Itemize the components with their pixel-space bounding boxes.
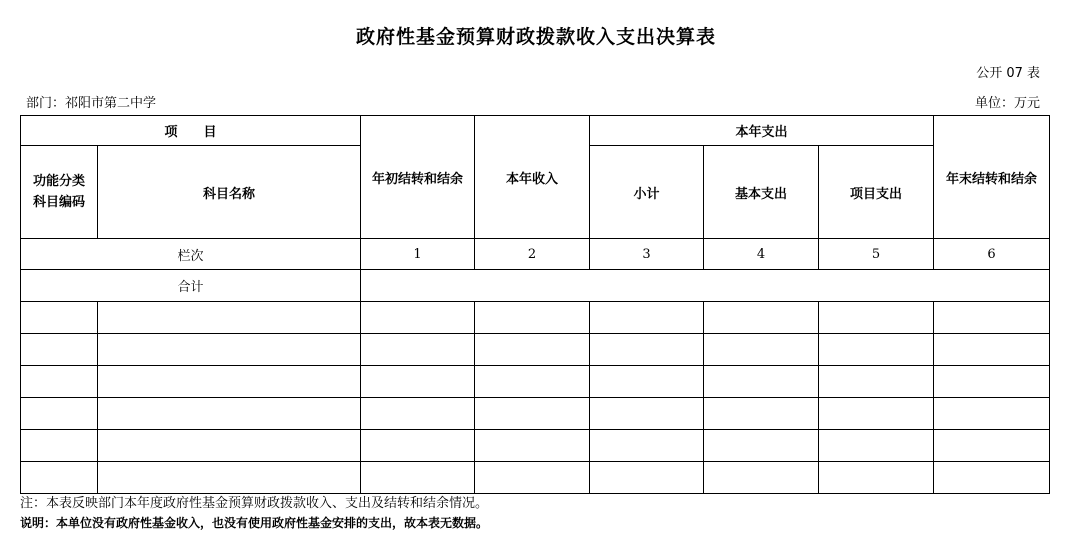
cell (590, 430, 704, 462)
cell (590, 462, 704, 494)
cell (819, 462, 934, 494)
cell (590, 366, 704, 398)
cell (475, 366, 590, 398)
cell (475, 430, 590, 462)
budget-table (20, 115, 1050, 494)
cell (475, 398, 590, 430)
table-note: 注：本表反映部门本年度政府性基金预算财政拨款收入、支出及结转和结余情况。 (20, 496, 489, 511)
cell (934, 430, 1050, 462)
header-basic-expense: 基本支出 (704, 146, 819, 239)
cell (361, 462, 475, 494)
cell (98, 398, 361, 430)
cell (475, 462, 590, 494)
cell (361, 430, 475, 462)
cell (98, 366, 361, 398)
cell (361, 334, 475, 366)
table-row (21, 334, 1050, 366)
cell (819, 366, 934, 398)
cell (819, 430, 934, 462)
column-number: 4 (704, 239, 819, 270)
cell (21, 302, 98, 334)
cell (704, 366, 819, 398)
header-current-income: 本年收入 (475, 116, 590, 239)
cell (21, 430, 98, 462)
cell (98, 462, 361, 494)
table-row (21, 462, 1050, 494)
column-number: 2 (475, 239, 590, 270)
table-row (21, 302, 1050, 334)
cell (934, 398, 1050, 430)
cell (361, 302, 475, 334)
cell (590, 302, 704, 334)
unit-label: 单位：万元 (974, 96, 1040, 111)
cell (819, 302, 934, 334)
total-value-cell (361, 270, 1050, 302)
cell (21, 366, 98, 398)
column-number: 5 (819, 239, 934, 270)
cell (704, 430, 819, 462)
cell (21, 398, 98, 430)
cell (819, 398, 934, 430)
department-label: 部门：祁阳市第二中学 (26, 96, 157, 111)
cell (98, 302, 361, 334)
cell (21, 334, 98, 366)
header-item: 项 目 (21, 116, 361, 146)
header-current-expense: 本年支出 (590, 116, 934, 146)
cell (934, 366, 1050, 398)
table-explanation: 说明：本单位没有政府性基金收入，也没有使用政府性基金安排的支出，故本表无数据。 (20, 516, 489, 530)
cell (934, 302, 1050, 334)
form-code: 公开 07 表 (976, 66, 1040, 81)
cell (704, 334, 819, 366)
cell (475, 334, 590, 366)
column-number: 1 (361, 239, 475, 270)
cell (704, 302, 819, 334)
cell (475, 302, 590, 334)
cell (361, 366, 475, 398)
total-label: 合计 (21, 270, 361, 302)
cell (934, 462, 1050, 494)
cell (98, 334, 361, 366)
cell (590, 334, 704, 366)
table-row (21, 398, 1050, 430)
row-index-label: 栏次 (21, 239, 361, 270)
cell (361, 398, 475, 430)
header-func-code: 功能分类科目编码 (21, 146, 98, 239)
cell (704, 398, 819, 430)
table-row (21, 430, 1050, 462)
cell (934, 334, 1050, 366)
header-subtotal: 小计 (590, 146, 704, 239)
cell (819, 334, 934, 366)
table-row (21, 366, 1050, 398)
column-number: 3 (590, 239, 704, 270)
column-number: 6 (934, 239, 1050, 270)
header-subject-name: 科目名称 (98, 146, 361, 239)
cell (21, 462, 98, 494)
page-title: 政府性基金预算财政拨款收入支出决算表 (355, 26, 716, 48)
cell (590, 398, 704, 430)
header-closing-balance: 年末结转和结余 (934, 116, 1050, 239)
header-opening-balance: 年初结转和结余 (361, 116, 475, 239)
cell (98, 430, 361, 462)
cell (704, 462, 819, 494)
header-project-expense: 项目支出 (819, 146, 934, 239)
